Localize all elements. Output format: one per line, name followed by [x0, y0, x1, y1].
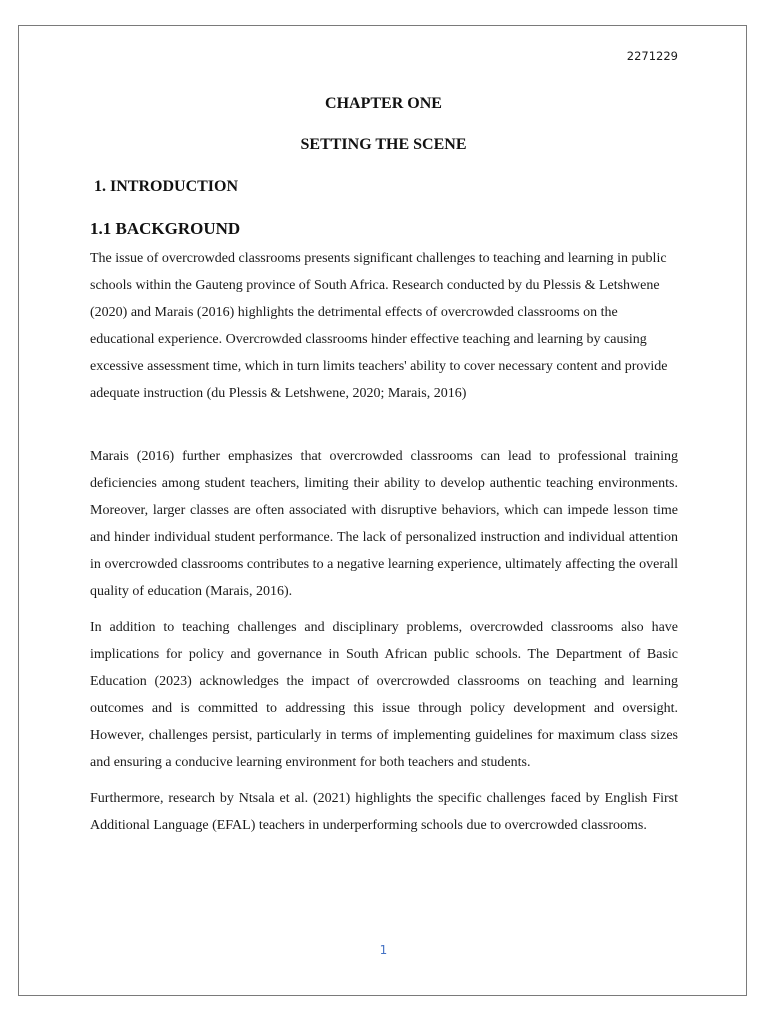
- page-number: 1: [379, 943, 388, 957]
- chapter-subtitle: SETTING THE SCENE: [300, 136, 467, 153]
- paragraph-4: Furthermore, research by Ntsala et al. (2021) highlights the specific challenges faced by English First Additional Language (EFAL) teachers in underperforming schools due to overcrowded classrooms.: [90, 791, 678, 833]
- document-id: 2271229: [626, 49, 678, 63]
- paragraph-3: In addition to teaching challenges and disciplinary problems, overcrowded classrooms also have implications for policy and governance in South African public schools. The Department of Basic Education (2023) acknowledges the impact of overcrowded classrooms on teaching and learning outcomes and is committed to addressing this issue through policy development and oversight. However, challenges persist, particularly in terms of implementing guidelines for maximum class sizes and ensuring a conducive learning environment for both teachers and students.: [90, 620, 678, 770]
- section-heading-background: 1.1 BACKGROUND: [90, 219, 241, 238]
- section-heading-introduction: 1. INTRODUCTION: [94, 178, 239, 195]
- paragraph-1: The issue of overcrowded classrooms presents significant challenges to teaching and learning in public schools within the Gauteng province of South Africa. Research conducted by du Plessis & Letshwene (2020) and Marais (2016) highlights the detrimental effects of overcrowded classrooms on the educational experience. Overcrowded classrooms hinder effective teaching and learning by causing excessive assessment time, which in turn limits teachers' ability to cover necessary content and provide adequate instruction (du Plessis & Letshwene, 2020; Marais, 2016): [90, 251, 668, 401]
- chapter-title: CHAPTER ONE: [325, 95, 442, 112]
- paragraph-2: Marais (2016) further emphasizes that overcrowded classrooms can lead to professional training deficiencies among student teachers, limiting their ability to develop authentic teaching environments. Moreover, larger classes are often associated with disruptive behaviors, which can impede lesson time and hinder individual student performance. The lack of personalized instruction and individual attention in overcrowded classrooms contributes to a negative learning experience, ultimately affecting the overall quality of education (Marais, 2016).: [90, 449, 678, 599]
- document-page: [18, 25, 747, 996]
